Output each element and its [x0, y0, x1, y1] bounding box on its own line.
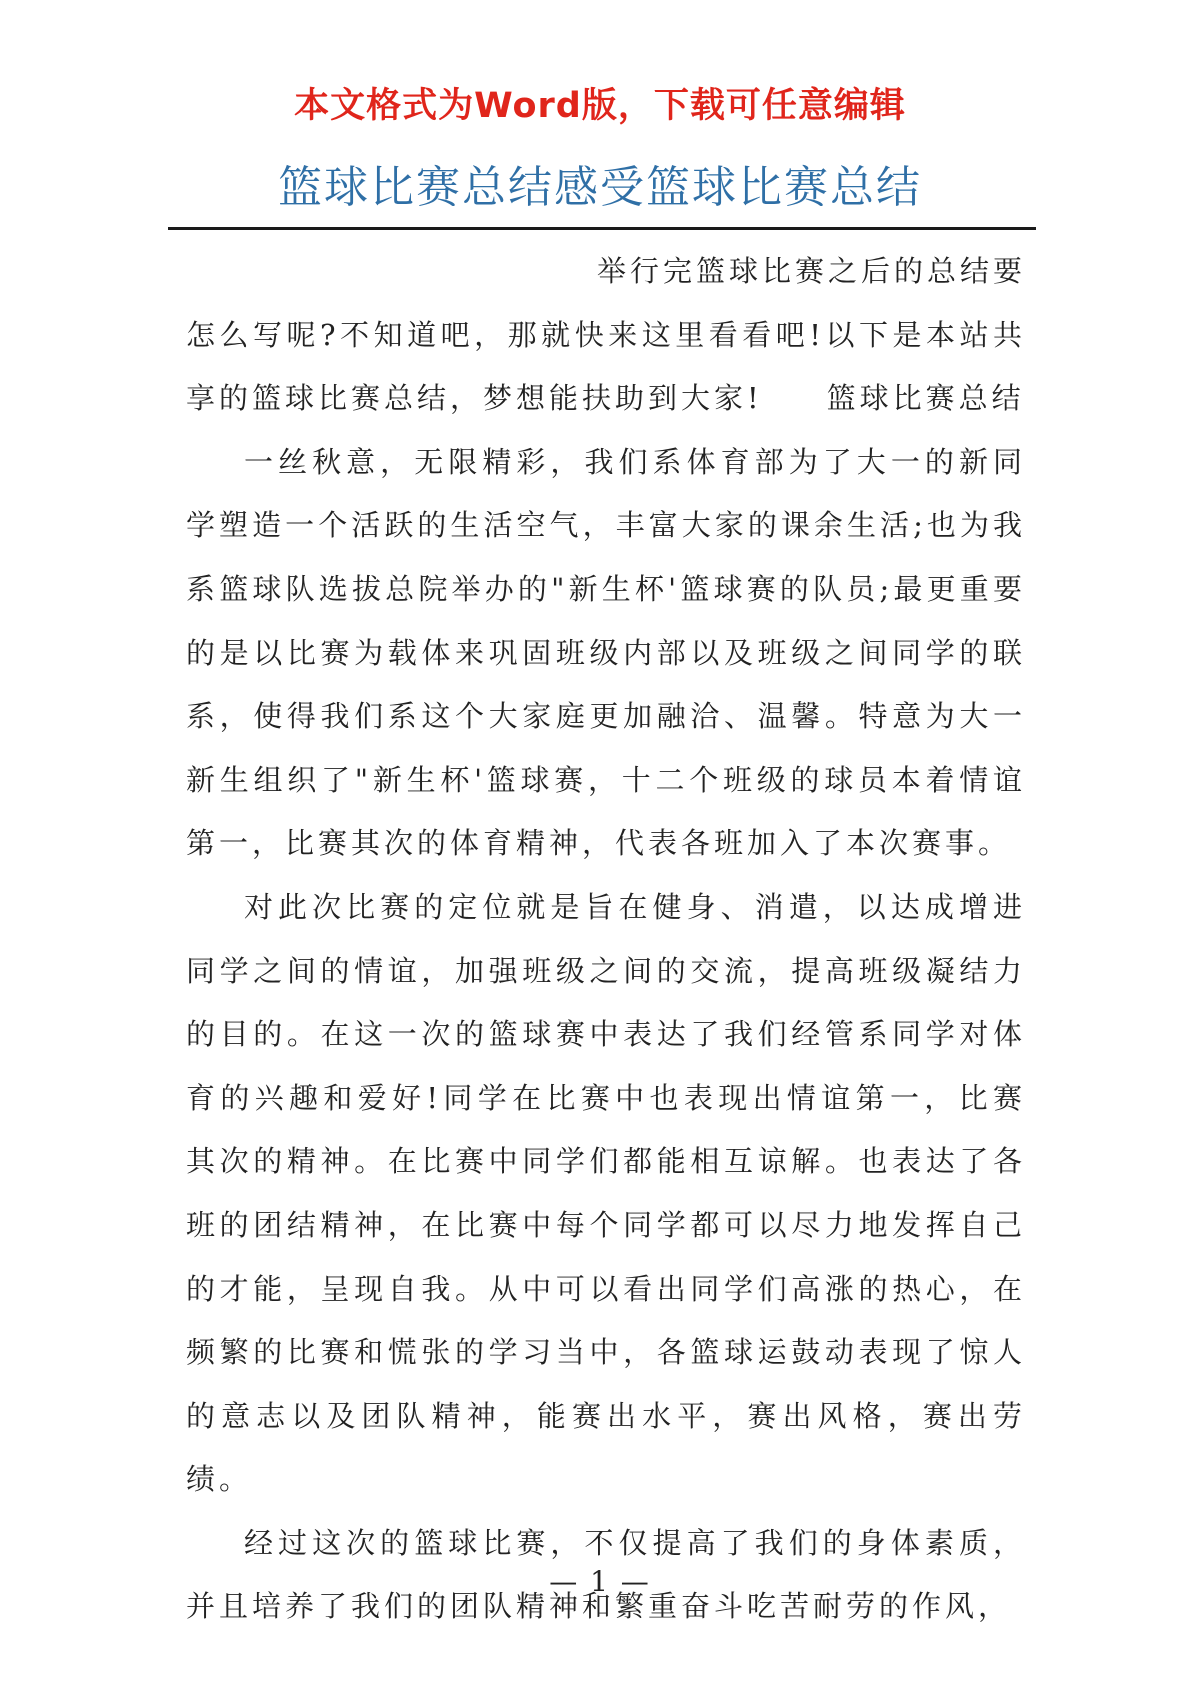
title-divider — [168, 227, 1036, 230]
document-title: 篮球比赛总结感受篮球比赛总结 — [278, 162, 922, 213]
paragraph-1: 一丝秋意，无限精彩，我们系体育部为了大一的新同学塑造一个活跃的生活空气，丰富大家的课余生活;也为我系篮球队选拔总院举办的"新生杯'篮球赛的队员;最更重要的是以比赛为载体来巩固班级内部以及班级之间同学的联系，使得我们系这个大家庭更加融洽、温馨。特意为大一新生组织了"新生杯'篮球赛，十二个班级的球员本着情谊第一，比赛其次的体育精神，代表各班加入了本次赛事。 — [186, 444, 1026, 861]
intro-paragraph — [186, 240, 1026, 431]
section-heading: 篮球比赛总结 — [826, 381, 1025, 416]
intro-text: 怎么写呢?不知道吧，那就快来这里看看吧!以下是本站共享的篮球比赛总结，梦想能扶助到大家! — [186, 317, 1026, 416]
document-body — [186, 240, 1026, 1639]
paragraph-2: 对此次比赛的定位就是旨在健身、消遣，以达成增进同学之间的情谊，加强班级之间的交流，提高班级凝结力的目的。在这一次的篮球赛中表达了我们经管系同学对体育的兴趣和爱好!同学在比赛中也表现出情谊第一，比赛其次的精神。在比赛中同学们都能相互谅解。也表达了各班的团结精神，在比赛中每个同学都可以尽力地发挥自己的才能，呈现自我。从中可以看出同学们高涨的热心，在频繁的比赛和慌张的学习当中，各篮球运鼓动表现了惊人的意志以及团队精神，能赛出水平，赛出风格，赛出劳绩。 — [186, 889, 1026, 1497]
page-number: — 1 — — [549, 1565, 651, 1598]
format-notice: 本文格式为Word版，下载可任意编辑 — [294, 86, 906, 126]
paragraph-3: 经过这次的篮球比赛，不仅提高了我们的身体素质，并且培养了我们的团队精神和繁重奋斗吃苦耐劳的作风， — [186, 1525, 1026, 1624]
intro-lead: 举行完篮球比赛之后的总结要 — [596, 254, 1026, 288]
